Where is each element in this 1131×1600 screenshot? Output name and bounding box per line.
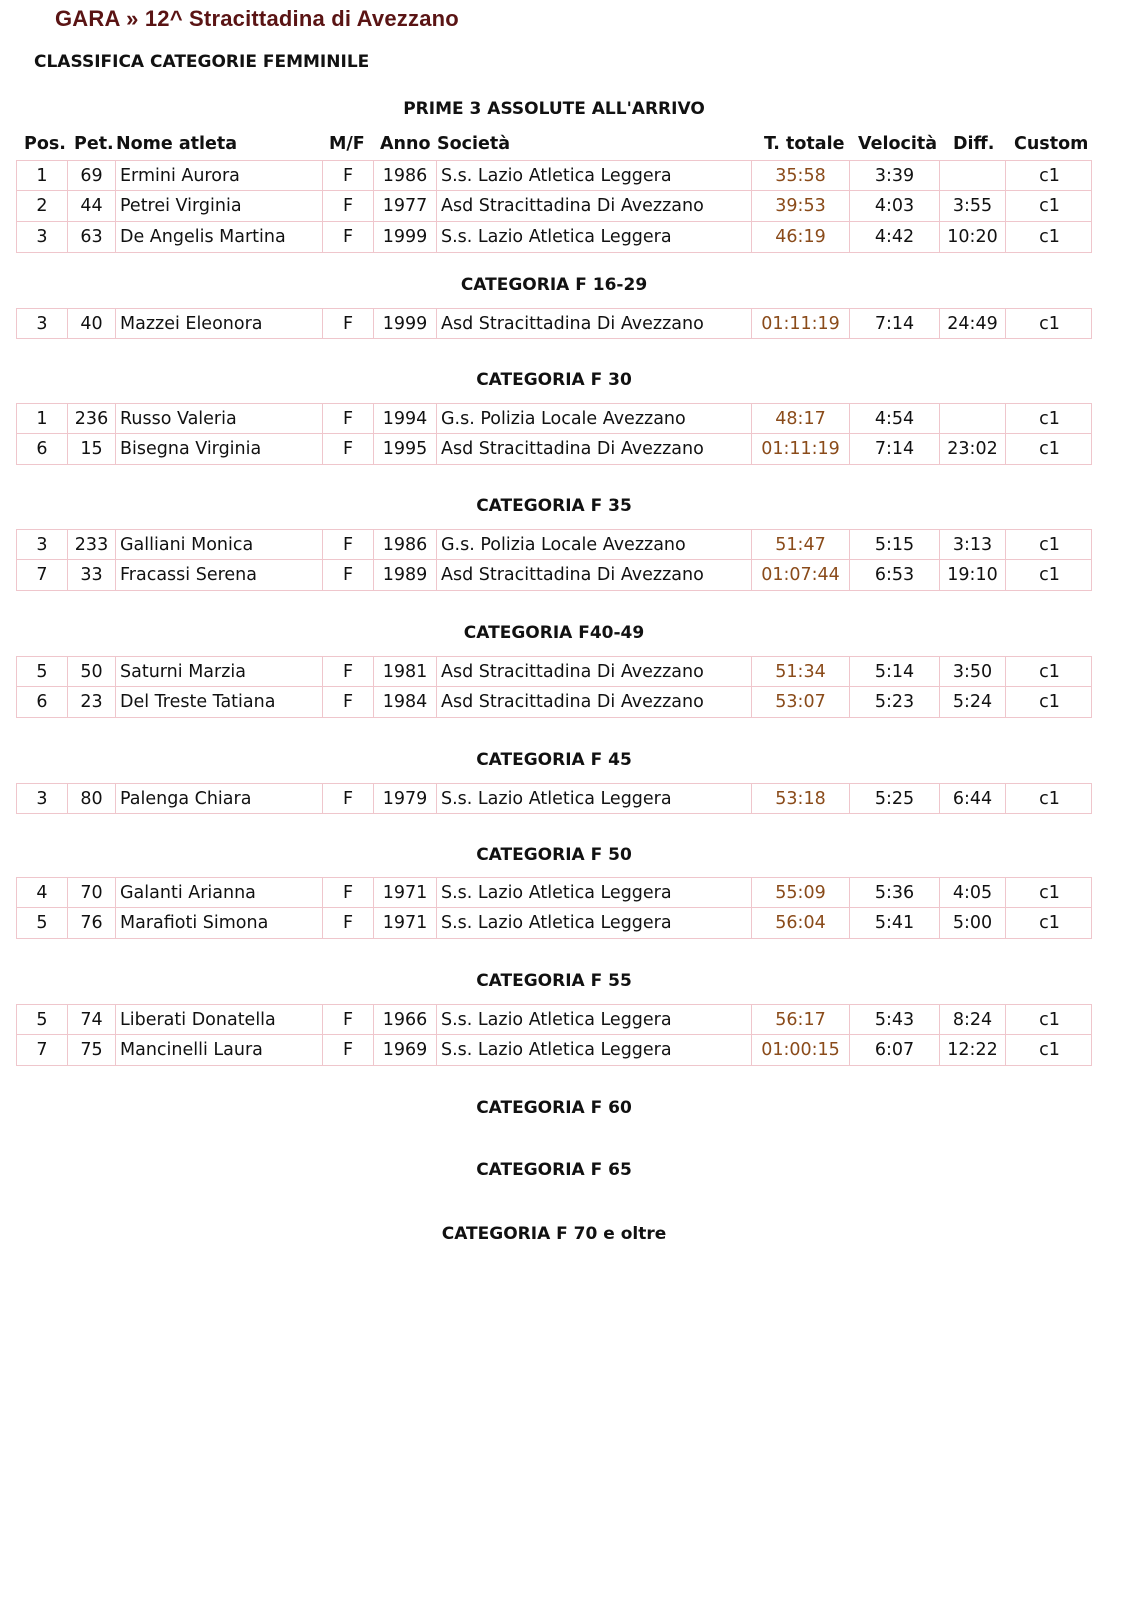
cell-total-time: 51:47	[751, 530, 849, 559]
cell-pace: 5:36	[849, 878, 939, 907]
cell-total-time: 39:53	[751, 191, 849, 221]
cell-athlete-name: Mancinelli Laura	[115, 1035, 322, 1065]
cell-gender: F	[322, 191, 373, 221]
cell-pet: 233	[67, 530, 115, 559]
cell-pos: 3	[36, 789, 48, 809]
cell-pet: 76	[67, 908, 115, 938]
header-total-time: T. totale	[764, 134, 845, 154]
header-year: Anno	[380, 134, 431, 154]
cell-total-time: 56:17	[751, 1005, 849, 1034]
cell-pos: 5	[36, 1010, 48, 1030]
section-title: CATEGORIA F 45	[476, 750, 632, 770]
cell-year: 1995	[373, 434, 436, 464]
section-title: CATEGORIA F 70 e oltre	[441, 1224, 667, 1244]
header-club: Società	[437, 134, 511, 154]
cell-pos: 2	[36, 196, 48, 216]
section-title: CATEGORIA F 65	[476, 1160, 632, 1180]
results-table	[16, 783, 1092, 814]
cell-athlete-name: De Angelis Martina	[115, 222, 322, 252]
cell-athlete-name: Ermini Aurora	[115, 161, 322, 190]
cell-athlete-name: Mazzei Eleonora	[115, 309, 322, 338]
cell-pace: 4:54	[849, 404, 939, 433]
results-table	[16, 1004, 1092, 1066]
cell-club: S.s. Lazio Atletica Leggera	[436, 784, 751, 813]
cell-pos: 6	[36, 439, 48, 459]
table-row	[16, 783, 1092, 814]
cell-pet: 23	[67, 687, 115, 717]
cell-pace: 7:14	[849, 309, 939, 338]
cell-gap: 4:05	[939, 878, 1005, 907]
cell-athlete-name: Fracassi Serena	[115, 560, 322, 590]
cell-pace: 7:14	[849, 434, 939, 464]
cell-pace: 6:53	[849, 560, 939, 590]
cell-custom: c1	[1005, 530, 1093, 559]
cell-gender: F	[322, 1035, 373, 1065]
cell-year: 1979	[373, 784, 436, 813]
cell-custom: c1	[1005, 687, 1093, 717]
cell-gap: 8:24	[939, 1005, 1005, 1034]
results-table	[16, 160, 1092, 253]
table-row	[16, 222, 1092, 253]
cell-club: S.s. Lazio Atletica Leggera	[436, 1035, 751, 1065]
cell-athlete-name: Saturni Marzia	[115, 657, 322, 686]
table-row	[16, 877, 1092, 908]
cell-year: 1989	[373, 560, 436, 590]
cell-club: Asd Stracittadina Di Avezzano	[436, 309, 751, 338]
cell-pet: 40	[67, 309, 115, 338]
cell-year: 1999	[373, 222, 436, 252]
cell-club: S.s. Lazio Atletica Leggera	[436, 161, 751, 190]
cell-pet: 74	[67, 1005, 115, 1034]
header-athlete-name: Nome atleta	[116, 134, 238, 154]
cell-custom: c1	[1005, 309, 1093, 338]
cell-gap	[939, 404, 1005, 433]
cell-pos: 5	[36, 913, 48, 933]
cell-athlete-name: Del Treste Tatiana	[115, 687, 322, 717]
cell-custom: c1	[1005, 404, 1093, 433]
table-row	[16, 1004, 1092, 1035]
cell-total-time: 01:07:44	[751, 560, 849, 590]
cell-pace: 4:03	[849, 191, 939, 221]
cell-pos: 3	[36, 535, 48, 555]
cell-pos: 1	[36, 409, 48, 429]
cell-total-time: 51:34	[751, 657, 849, 686]
cell-gap: 10:20	[939, 222, 1005, 252]
cell-total-time: 01:11:19	[751, 309, 849, 338]
cell-pos: 7	[36, 565, 48, 585]
cell-gender: F	[322, 784, 373, 813]
cell-gap: 23:02	[939, 434, 1005, 464]
results-table	[16, 308, 1092, 339]
table-row	[16, 403, 1092, 434]
cell-year: 1994	[373, 404, 436, 433]
results-table	[16, 656, 1092, 718]
cell-pos: 5	[36, 662, 48, 682]
cell-pet: 50	[67, 657, 115, 686]
cell-club: G.s. Polizia Locale Avezzano	[436, 404, 751, 433]
cell-year: 1986	[373, 530, 436, 559]
cell-gender: F	[322, 404, 373, 433]
cell-pace: 5:15	[849, 530, 939, 559]
cell-gender: F	[322, 161, 373, 190]
cell-gender: F	[322, 687, 373, 717]
cell-pet: 75	[67, 1035, 115, 1065]
results-table	[16, 529, 1092, 591]
table-row	[16, 908, 1092, 939]
cell-year: 1977	[373, 191, 436, 221]
cell-total-time: 01:11:19	[751, 434, 849, 464]
cell-club: Asd Stracittadina Di Avezzano	[436, 687, 751, 717]
cell-pos: 1	[36, 166, 48, 186]
section-title: CATEGORIA F 60	[476, 1098, 632, 1118]
cell-year: 1999	[373, 309, 436, 338]
cell-pet: 70	[67, 878, 115, 907]
cell-pos: 3	[36, 314, 48, 334]
cell-club: S.s. Lazio Atletica Leggera	[436, 908, 751, 938]
cell-custom: c1	[1005, 657, 1093, 686]
header-pace: Velocità	[858, 134, 938, 154]
cell-pet: 15	[67, 434, 115, 464]
cell-pace: 4:42	[849, 222, 939, 252]
cell-athlete-name: Marafioti Simona	[115, 908, 322, 938]
results-table	[16, 403, 1092, 465]
cell-athlete-name: Bisegna Virginia	[115, 434, 322, 464]
cell-pace: 5:43	[849, 1005, 939, 1034]
cell-custom: c1	[1005, 784, 1093, 813]
cell-gap: 5:24	[939, 687, 1005, 717]
cell-athlete-name: Galliani Monica	[115, 530, 322, 559]
cell-gap: 6:44	[939, 784, 1005, 813]
cell-total-time: 35:58	[751, 161, 849, 190]
cell-athlete-name: Palenga Chiara	[115, 784, 322, 813]
cell-gap: 3:50	[939, 657, 1005, 686]
cell-year: 1969	[373, 1035, 436, 1065]
cell-total-time: 55:09	[751, 878, 849, 907]
cell-club: G.s. Polizia Locale Avezzano	[436, 530, 751, 559]
section-title: CATEGORIA F40-49	[463, 623, 645, 643]
header-custom: Custom	[1014, 134, 1089, 154]
cell-pace: 5:25	[849, 784, 939, 813]
cell-year: 1984	[373, 687, 436, 717]
section-title: CATEGORIA F 16-29	[460, 275, 648, 295]
cell-pet: 80	[67, 784, 115, 813]
cell-club: Asd Stracittadina Di Avezzano	[436, 560, 751, 590]
header-gender: M/F	[329, 134, 365, 154]
cell-year: 1981	[373, 657, 436, 686]
cell-custom: c1	[1005, 908, 1093, 938]
page-title: GARA » 12^ Stracittadina di Avezzano	[55, 6, 459, 31]
header-gap: Diff.	[953, 134, 995, 154]
table-row	[16, 687, 1092, 718]
cell-total-time: 53:18	[751, 784, 849, 813]
section-title: PRIME 3 ASSOLUTE ALL'ARRIVO	[403, 99, 705, 119]
header-pet: Pet.	[74, 134, 114, 154]
cell-total-time: 01:00:15	[751, 1035, 849, 1065]
cell-gap: 3:55	[939, 191, 1005, 221]
section-title: CATEGORIA F 50	[476, 845, 632, 865]
cell-custom: c1	[1005, 222, 1093, 252]
table-row	[16, 160, 1092, 191]
cell-pace: 5:23	[849, 687, 939, 717]
cell-gap: 5:00	[939, 908, 1005, 938]
table-row	[16, 308, 1092, 339]
header-pos: Pos.	[24, 134, 66, 154]
cell-gap	[939, 161, 1005, 190]
section-title: CATEGORIA F 55	[476, 971, 632, 991]
cell-year: 1971	[373, 908, 436, 938]
cell-custom: c1	[1005, 1005, 1093, 1034]
cell-total-time: 56:04	[751, 908, 849, 938]
section-title: CATEGORIA F 35	[476, 496, 632, 516]
cell-pet: 33	[67, 560, 115, 590]
cell-gap: 3:13	[939, 530, 1005, 559]
cell-gap: 19:10	[939, 560, 1005, 590]
cell-custom: c1	[1005, 161, 1093, 190]
cell-total-time: 48:17	[751, 404, 849, 433]
table-row	[16, 1035, 1092, 1066]
cell-gender: F	[322, 878, 373, 907]
cell-pos: 3	[36, 227, 48, 247]
cell-custom: c1	[1005, 1035, 1093, 1065]
cell-pet: 44	[67, 191, 115, 221]
cell-pos: 6	[36, 692, 48, 712]
cell-gap: 24:49	[939, 309, 1005, 338]
cell-gender: F	[322, 908, 373, 938]
cell-club: S.s. Lazio Atletica Leggera	[436, 878, 751, 907]
cell-pace: 6:07	[849, 1035, 939, 1065]
table-row	[16, 434, 1092, 465]
cell-pet: 63	[67, 222, 115, 252]
cell-gender: F	[322, 1005, 373, 1034]
cell-athlete-name: Galanti Arianna	[115, 878, 322, 907]
cell-gender: F	[322, 222, 373, 252]
cell-gender: F	[322, 434, 373, 464]
section-title: CATEGORIA F 30	[476, 370, 632, 390]
cell-pet: 236	[67, 404, 115, 433]
cell-gender: F	[322, 560, 373, 590]
table-header	[16, 130, 1092, 158]
cell-club: Asd Stracittadina Di Avezzano	[436, 191, 751, 221]
cell-pace: 3:39	[849, 161, 939, 190]
cell-pace: 5:41	[849, 908, 939, 938]
cell-custom: c1	[1005, 191, 1093, 221]
cell-club: S.s. Lazio Atletica Leggera	[436, 222, 751, 252]
cell-year: 1971	[373, 878, 436, 907]
cell-year: 1986	[373, 161, 436, 190]
cell-athlete-name: Liberati Donatella	[115, 1005, 322, 1034]
table-row	[16, 560, 1092, 591]
cell-custom: c1	[1005, 878, 1093, 907]
cell-gender: F	[322, 530, 373, 559]
cell-gender: F	[322, 657, 373, 686]
cell-custom: c1	[1005, 434, 1093, 464]
cell-pet: 69	[67, 161, 115, 190]
cell-pos: 7	[36, 1040, 48, 1060]
cell-gender: F	[322, 309, 373, 338]
table-row	[16, 529, 1092, 560]
cell-pace: 5:14	[849, 657, 939, 686]
page-subtitle: CLASSIFICA CATEGORIE FEMMINILE	[34, 52, 370, 72]
cell-total-time: 46:19	[751, 222, 849, 252]
results-table	[16, 877, 1092, 939]
cell-total-time: 53:07	[751, 687, 849, 717]
cell-custom: c1	[1005, 560, 1093, 590]
cell-year: 1966	[373, 1005, 436, 1034]
cell-club: Asd Stracittadina Di Avezzano	[436, 657, 751, 686]
cell-athlete-name: Petrei Virginia	[115, 191, 322, 221]
cell-club: S.s. Lazio Atletica Leggera	[436, 1005, 751, 1034]
cell-athlete-name: Russo Valeria	[115, 404, 322, 433]
cell-pos: 4	[36, 883, 48, 903]
cell-club: Asd Stracittadina Di Avezzano	[436, 434, 751, 464]
cell-gap: 12:22	[939, 1035, 1005, 1065]
table-row	[16, 656, 1092, 687]
table-row	[16, 191, 1092, 222]
